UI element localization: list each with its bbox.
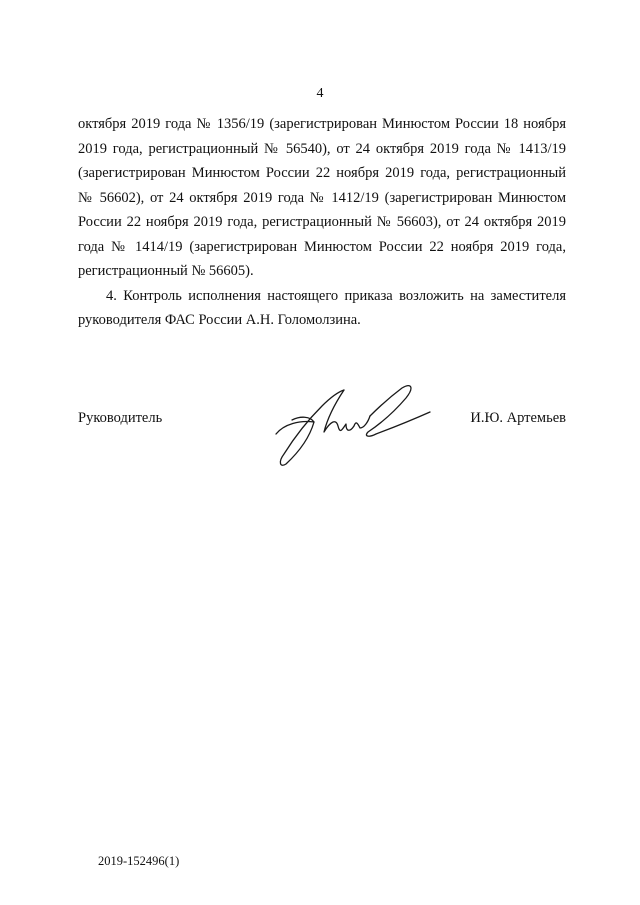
paragraph-line: России 22 ноября 2019 года, регистрационный № 56603), от 24 октября 2019 (78, 214, 566, 230)
page-number: 4 (316, 86, 324, 101)
paragraph-line: регистрационный № 56605). (78, 263, 254, 279)
paragraph-line: 4. Контроль исполнения настоящего приказа возложить на заместителя (106, 287, 566, 304)
signatory-title: Руководитель (78, 410, 163, 426)
signatory-name: И.Ю. Артемьев (470, 410, 566, 426)
document-id: 2019-152496(1) (98, 854, 180, 868)
paragraph-line: (зарегистрирован Минюстом России 22 ноября 2019 года, регистрационный (78, 165, 566, 181)
paragraph-line: октября 2019 года № 1356/19 (зарегистрирован Минюстом России 18 ноября (78, 116, 566, 132)
handwritten-signature (270, 376, 435, 471)
paragraph-line: № 56602), от 24 октября 2019 года № 1412/19 (зарегистрирован Минюстом (78, 189, 566, 206)
paragraph-line: 2019 года, регистрационный № 56540), от 24 октября 2019 года № 1413/19 (78, 140, 566, 157)
paragraph-line: руководителя ФАС России А.Н. Голомолзина. (78, 312, 361, 328)
body-text (78, 112, 566, 333)
paragraph-line: года № 1414/19 (зарегистрирован Минюстом России 22 ноября 2019 года, (78, 238, 566, 255)
